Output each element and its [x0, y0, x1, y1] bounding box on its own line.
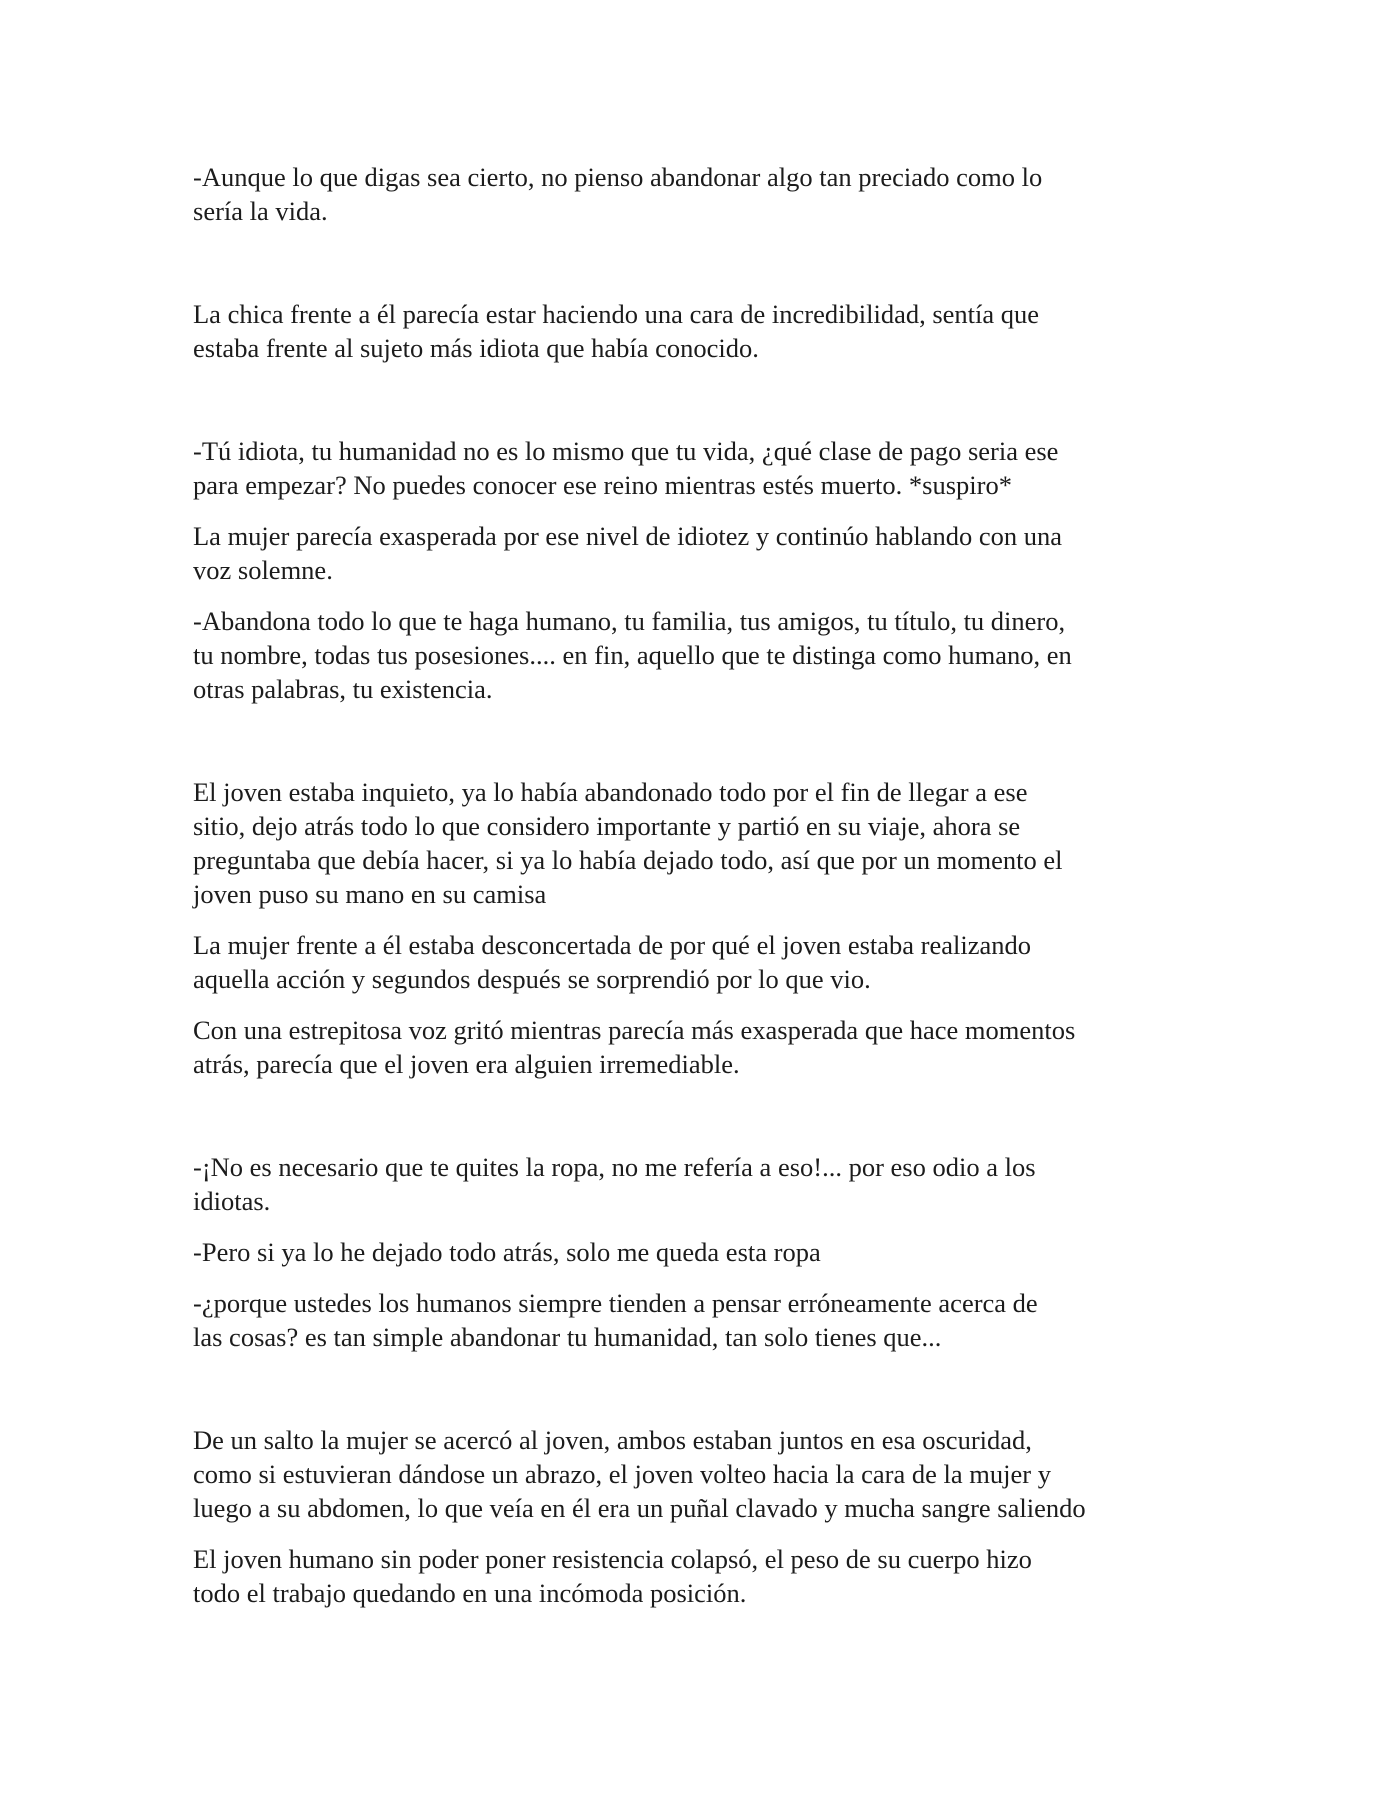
text-line: -Abandona todo lo que te haga humano, tu familia, tus amigos, tu título, tu dinero,: [193, 606, 1066, 636]
text-line: joven puso su mano en su camisa: [193, 879, 547, 909]
text-line: preguntaba que debía hacer, si ya lo había dejado todo, así que por un momento el: [193, 845, 1063, 875]
text-line: tu nombre, todas tus posesiones.... en fin, aquello que te distinga como humano, en: [193, 640, 1072, 670]
text-line: La mujer parecía exasperada por ese nivel de idiotez y continúo hablando con una: [193, 521, 1062, 551]
text-line: estaba frente al sujeto más idiota que había conocido.: [193, 333, 759, 363]
paragraph: [193, 160, 1218, 228]
text-line: De un salto la mujer se acercó al joven, ambos estaban juntos en esa oscuridad,: [193, 1425, 1032, 1455]
text-line: voz solemne.: [193, 555, 333, 585]
paragraph: [193, 775, 1218, 911]
text-line: atrás, parecía que el joven era alguien irremediable.: [193, 1049, 740, 1079]
paragraph: [193, 1286, 1218, 1354]
paragraph: [193, 297, 1218, 365]
text-line: -Tú idiota, tu humanidad no es lo mismo que tu vida, ¿qué clase de pago seria ese: [193, 436, 1059, 466]
paragraph: [193, 1235, 1218, 1269]
paragraph: [193, 1423, 1218, 1525]
text-line: El joven humano sin poder poner resistencia colapsó, el peso de su cuerpo hizo: [193, 1544, 1032, 1574]
text-line: -Aunque lo que digas sea cierto, no pienso abandonar algo tan preciado como lo: [193, 162, 1043, 192]
text-line: las cosas? es tan simple abandonar tu humanidad, tan solo tienes que...: [193, 1322, 942, 1352]
text-line: idiotas.: [193, 1186, 271, 1216]
text-line: La mujer frente a él estaba desconcertada de por qué el joven estaba realizando: [193, 930, 1031, 960]
paragraph: [193, 434, 1218, 502]
paragraph: [193, 1150, 1218, 1218]
paragraph: [193, 604, 1218, 706]
paragraph: [193, 928, 1218, 996]
text-line: Con una estrepitosa voz gritó mientras parecía más exasperada que hace momentos: [193, 1015, 1076, 1045]
text-line: -¿porque ustedes los humanos siempre tienden a pensar erróneamente acerca de: [193, 1288, 1038, 1318]
text-line: luego a su abdomen, lo que veía en él era un puñal clavado y mucha sangre saliendo: [193, 1493, 1086, 1523]
paragraph: [193, 1542, 1218, 1610]
text-line: para empezar? No puedes conocer ese reino mientras estés muerto. *suspiro*: [193, 470, 1012, 500]
text-line: aquella acción y segundos después se sorprendió por lo que vio.: [193, 964, 871, 994]
text-line: otras palabras, tu existencia.: [193, 674, 493, 704]
text-line: sería la vida.: [193, 196, 328, 226]
text-line: El joven estaba inquieto, ya lo había abandonado todo por el fin de llegar a ese: [193, 777, 1028, 807]
text-line: La chica frente a él parecía estar haciendo una cara de incredibilidad, sentía que: [193, 299, 1040, 329]
text-line: sitio, dejo atrás todo lo que considero importante y partió en su viaje, ahora se: [193, 811, 1021, 841]
text-line: todo el trabajo quedando en una incómoda posición.: [193, 1578, 747, 1608]
paragraph: [193, 519, 1218, 587]
paragraph: [193, 1013, 1218, 1081]
text-line: -¡No es necesario que te quites la ropa, no me refería a eso!... por eso odio a los: [193, 1152, 1036, 1182]
text-line: -Pero si ya lo he dejado todo atrás, solo me queda esta ropa: [193, 1237, 821, 1267]
text-line: como si estuvieran dándose un abrazo, el joven volteo hacia la cara de la mujer y: [193, 1459, 1051, 1489]
